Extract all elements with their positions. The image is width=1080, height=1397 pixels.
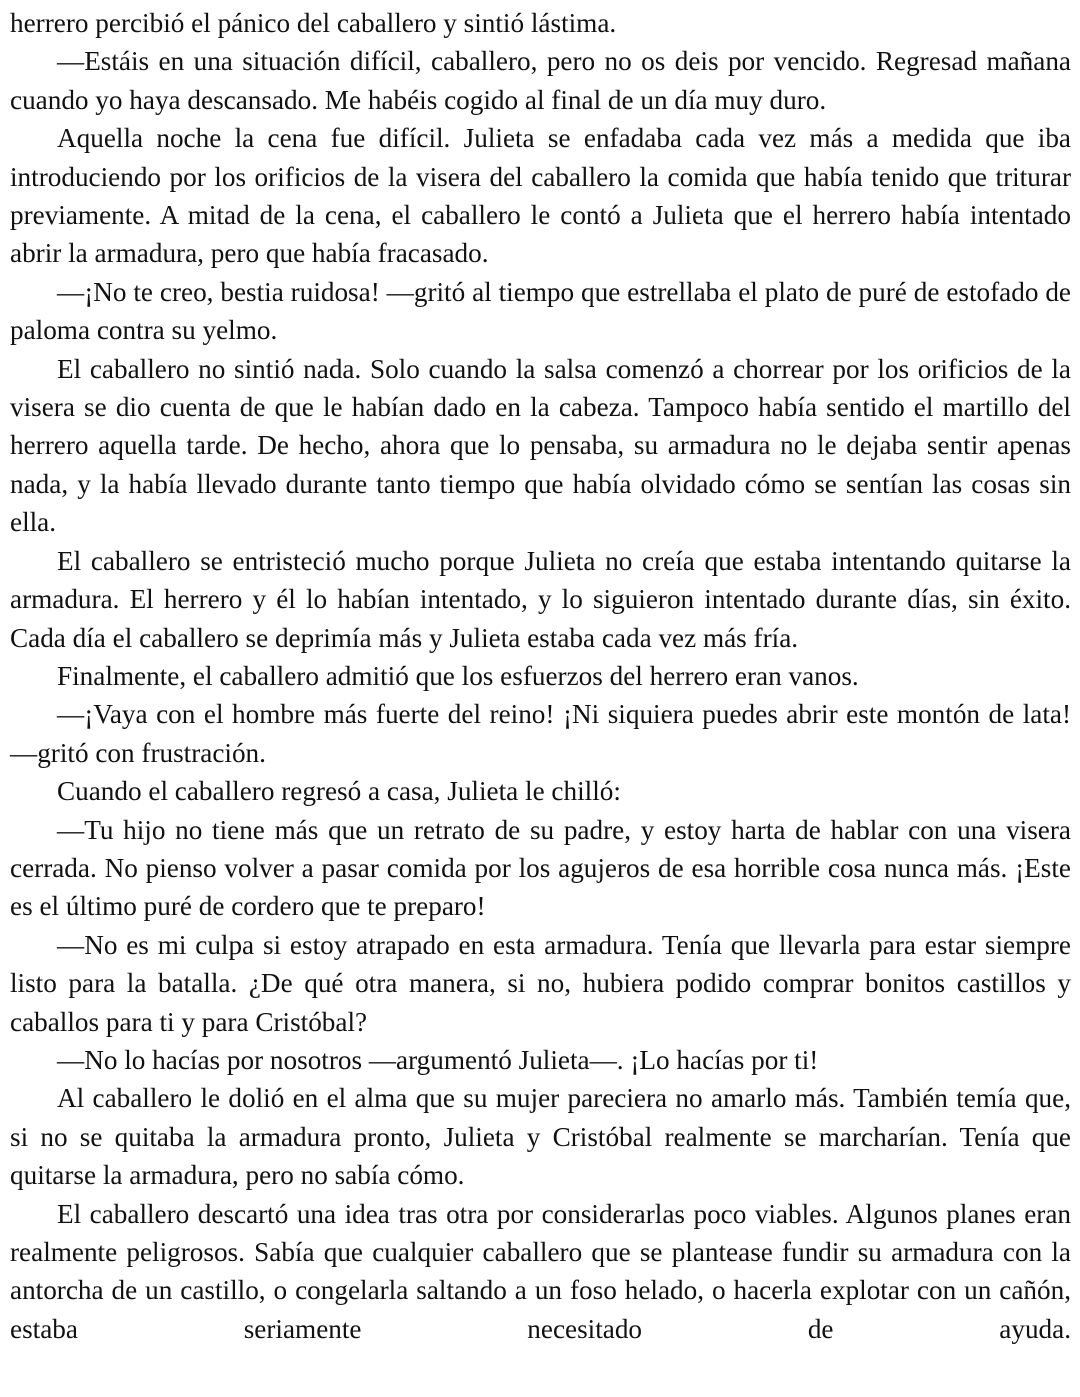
- paragraph-dialogue: —No lo hacías por nosotros —argumentó Julieta—. ¡Lo hacías por ti!: [57, 1044, 819, 1075]
- paragraph-dialogue: —¡Vaya con el hombre más fuerte del reino! ¡Ni siquiera puedes abrir este montón de lata! —gritó con frustración.: [10, 699, 1071, 768]
- paragraph-continuation: herrero percibió el pánico del caballero y sintió lástima.: [10, 8, 617, 38]
- book-page: [10, 4, 1071, 1348]
- paragraph: Cuando el caballero regresó a casa, Julieta le chilló:: [57, 776, 621, 807]
- paragraph: Aquella noche la cena fue difícil. Julieta se enfadaba cada vez más a medida que iba introduciendo por los orificios de la visera del caballero la comida que había tenido que triturar previamente. A mitad de la cena, el caballero le contó a Julieta que el herrero había intentado abrir la armadura, pero que había fracasado.: [10, 123, 1071, 269]
- paragraph: Finalmente, el caballero admitió que los esfuerzos del herrero eran vanos.: [57, 660, 859, 691]
- paragraph: El caballero no sintió nada. Solo cuando la salsa comenzó a chorrear por los orificios de la visera se dio cuenta de que le habían dado en la cabeza. Tampoco había sentido el martillo del herrero aquella tarde. De hecho, ahora que lo pensaba, su armadura no le dejaba sentir apenas nada, y la había llevado durante tanto tiempo que había olvidado cómo se sentían las cosas sin ella.: [10, 353, 1071, 538]
- paragraph: Al caballero le dolió en el alma que su mujer pareciera no amarlo más. También temía que, si no se quitaba la armadura pronto, Julieta y Cristóbal realmente se marcharían. Tenía que quitarse la armadura, pero no sabía cómo.: [10, 1083, 1071, 1191]
- paragraph-dialogue: —Estáis en una situación difícil, caballero, pero no os deis por vencido. Regresad mañana cuando yo haya descansado. Me habéis cogido al final de un día muy duro.: [10, 46, 1071, 115]
- paragraph: El caballero se entristeció mucho porque Julieta no creía que estaba intentando quitarse la armadura. El herrero y él lo habían intentado, y lo siguieron intentado durante días, sin éxito. Cada día el caballero se deprimía más y Julieta estaba cada vez más fría.: [10, 545, 1071, 653]
- paragraph-continues-next-page: El caballero descartó una idea tras otra por considerarlas poco viables. Algunos planes eran realmente peligrosos. Sabía que cualquier caballero que se plantease fundir su armadura con la antorcha de un castillo, o congelarla saltando a un foso helado, o hacerla explotar con un cañón, estaba seriamente necesitado de ayuda.: [10, 1198, 1071, 1344]
- paragraph-dialogue: —No es mi culpa si estoy atrapado en esta armadura. Tenía que llevarla para estar siempre listo para la batalla. ¿De qué otra manera, si no, hubiera podido comprar bonitos castillos y caballos para ti y para Cristóbal?: [10, 929, 1071, 1037]
- paragraph-dialogue: —Tu hijo no tiene más que un retrato de su padre, y estoy harta de hablar con una visera cerrada. No pienso volver a pasar comida por los agujeros de esa horrible cosa nunca más. ¡Este es el último puré de cordero que te preparo!: [10, 814, 1071, 922]
- paragraph-dialogue: —¡No te creo, bestia ruidosa! —gritó al tiempo que estrellaba el plato de puré de estofado de paloma contra su yelmo.: [10, 276, 1071, 346]
